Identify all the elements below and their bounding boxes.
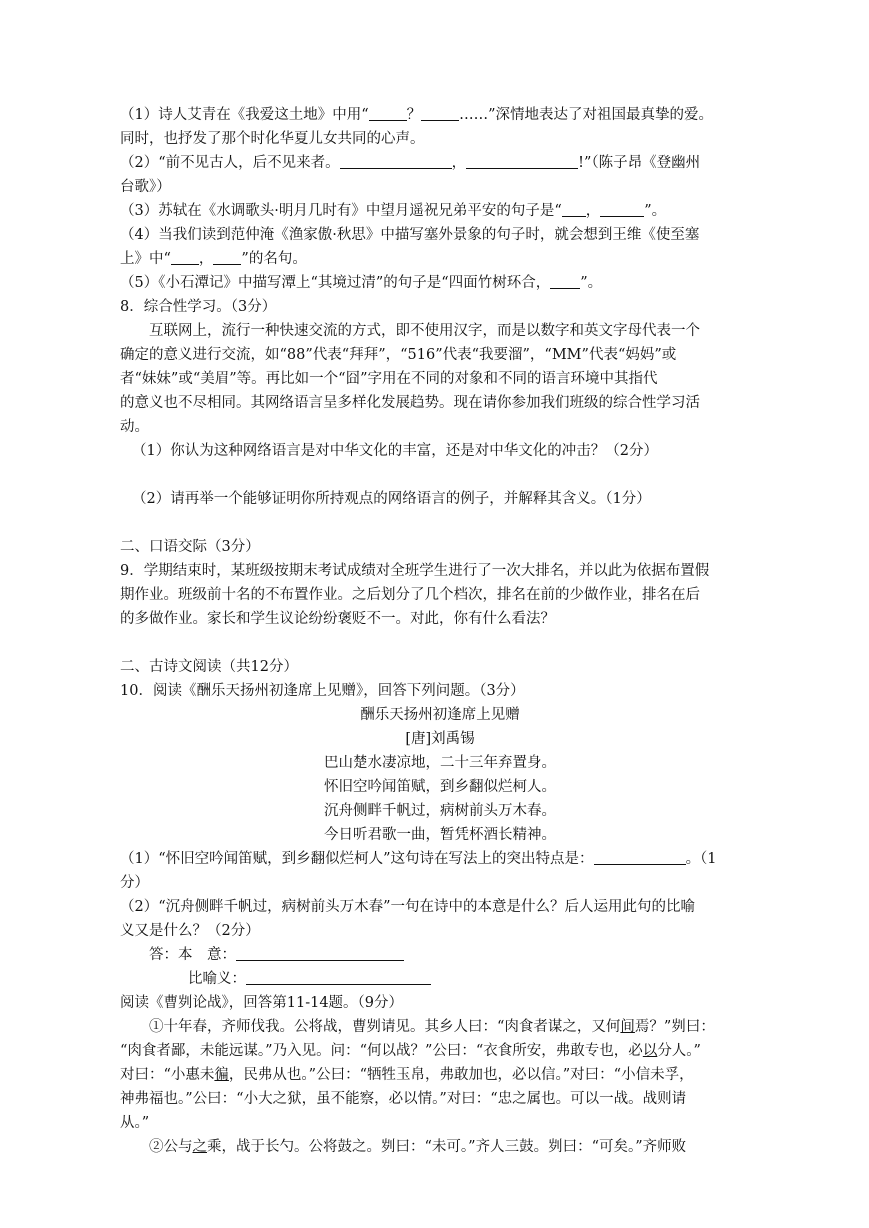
q7-2-line2: 台歌》） [120,179,171,195]
answer-blank[interactable] [594,849,686,865]
answer-blank[interactable] [466,153,578,169]
page-content [120,103,760,1159]
answer-blank[interactable] [550,273,580,289]
answer-literal-row: 答：本 意： [120,943,760,967]
q7-3-line: （3）苏轼在《水调歌头·明月几时有》中望月遥祝兄弟平安的句子是“ ， ”。 [120,203,667,219]
q8-title: 8．综合性学习。（3分） [120,299,277,315]
answer-space[interactable] [120,463,760,487]
answer-blank[interactable] [369,105,407,121]
q8-paragraph-line2: 确定的意义进行交流，如“88”代表“拜拜”，“516”代表“我要溜”，“MM”代表“妈妈”或 [120,347,677,363]
poem-author: [唐]刘禹锡 [405,731,475,747]
cgld-line4: 神弗福也。”公曰：“小大之狱，虽不能察，必以情。”对曰：“忠之属也。可以一战。战则请 [120,1091,687,1107]
answer-blank[interactable] [421,105,459,121]
q10-title: 10．阅读《酬乐天扬州初逢席上见赠》，回答下列问题。（3分） [120,683,525,699]
answer-blank[interactable] [213,249,241,265]
q7-1-line2: 同时，也抒发了那个时化华夏儿女共同的心声。 [120,131,425,147]
q8-paragraph-line3: 者“妹妹”或“美眉”等。再比如一个“囧”字用在不同的对象和不同的语言环境中其指代 [120,371,658,387]
q7-4-line2: 上》中“ ， ”的名句。 [120,251,307,267]
cgld-title: 阅读《曹刿论战》，回答第11-14题。（9分） [120,995,404,1011]
answer-blank[interactable] [236,945,404,961]
q10-2-line2: 义又是什么？（2分） [120,923,260,939]
poem-line-4: 今日听君歌一曲，暂凭杯酒长精神。 [324,827,556,843]
cgld-line3: 对曰：“小惠未徧，民弗从也。”公曰：“牺牲玉帛，弗敢加也，必以信。”对曰：“小信未孚， [120,1067,694,1083]
q7-4-line1: （4）当我们读到范仲淹《渔家傲·秋思》中描写塞外景象的句子时，就会想到王维《使至塞 [120,227,700,243]
q10-1-line2: 分） [120,875,149,891]
poem-line-3: 沉舟侧畔千帆过，病树前头万木春。 [324,803,556,819]
answer-metaphor-row: 比喻义： [120,967,760,991]
cgld-line1: ①十年春，齐师伐我。公将战，曹刿请见。其乡人曰：“肉食者谋之，又何间焉？”刿曰： [149,1019,715,1035]
q9-line2: 期作业。班级前十名的不布置作业。之后划分了几个档次，排名在前的少做作业，排名在后 [120,587,700,603]
poem-line-2: 怀旧空吟闻笛赋，到乡翻似烂柯人。 [324,779,556,795]
cgld-line6: ②公与之乘，战于长勺。公将鼓之。刿曰：“未可。”齐人三鼓。刿曰：“可矣。”齐师败 [149,1139,687,1155]
q10-1-line1: （1）“怀旧空吟闻笛赋，到乡翻似烂柯人”这句诗在写法上的突出特点是： 。（1 [120,851,717,867]
q8-paragraph-line4: 的意义也不尽相同。其网络语言呈多样化发展趋势。现在请你参加我们班级的综合性学习活 [120,395,700,411]
answer-blank[interactable] [562,201,586,217]
q8-paragraph-line1: 互联网上，流行一种快速交流的方式，即不使用汉字，而是以数字和英文字母代表一个 [149,323,700,339]
q8-sub1: （1）你认为这种网络语言是对中华文化的丰富，还是对中华文化的冲击？（2分） [132,443,658,459]
q10-2-line1: （2）“沉舟侧畔千帆过，病树前头万木春”一句在诗中的本意是什么？后人运用此句的比喻 [120,899,696,915]
answer-space[interactable] [120,631,760,655]
q9-line3: 的多做作业。家长和学生议论纷纷褒贬不一。对此，你有什么看法？ [120,611,555,627]
q9-line1: 9．学期结束时，某班级按期末考试成绩对全班学生进行了一次大排名，并以此为依据布置假 [120,563,710,579]
section-classical-title: 二、古诗文阅读（共12分） [120,659,298,675]
poem-title: 酬乐天扬州初逢席上见赠 [360,707,520,723]
section-oral-title: 二、口语交际（3分） [120,539,260,555]
cgld-line5: 从。” [120,1115,150,1131]
q7-5-line: （5）《小石潭记》中描写潭上“其境过清”的句子是“四面竹树环合， ”。 [120,275,603,291]
answer-blank[interactable] [246,969,431,985]
q7-1-line1: （1）诗人艾青在《我爱这土地》中用“ ？ ……”深情地表达了对祖国最真挚的爱。 [120,107,714,123]
q7-2-line1: （2）“前不见古人，后不见来者。 ， !”（陈子昂《登幽州 [120,155,701,171]
answer-blank[interactable] [600,201,644,217]
answer-space[interactable] [120,511,760,535]
answer-blank[interactable] [340,153,452,169]
q8-paragraph-line5: 动。 [120,419,149,435]
poem-line-1: 巴山楚水凄凉地，二十三年弃置身。 [324,755,556,771]
answer-blank[interactable] [171,249,199,265]
cgld-line2: “肉食者鄙，未能远谋。”乃入见。问：“何以战？”公曰：“衣食所安，弗敢专也，必以分人。” [120,1043,701,1059]
q8-sub2: （2）请再举一个能够证明你所持观点的网络语言的例子，并解释其含义。（1分） [132,491,651,507]
